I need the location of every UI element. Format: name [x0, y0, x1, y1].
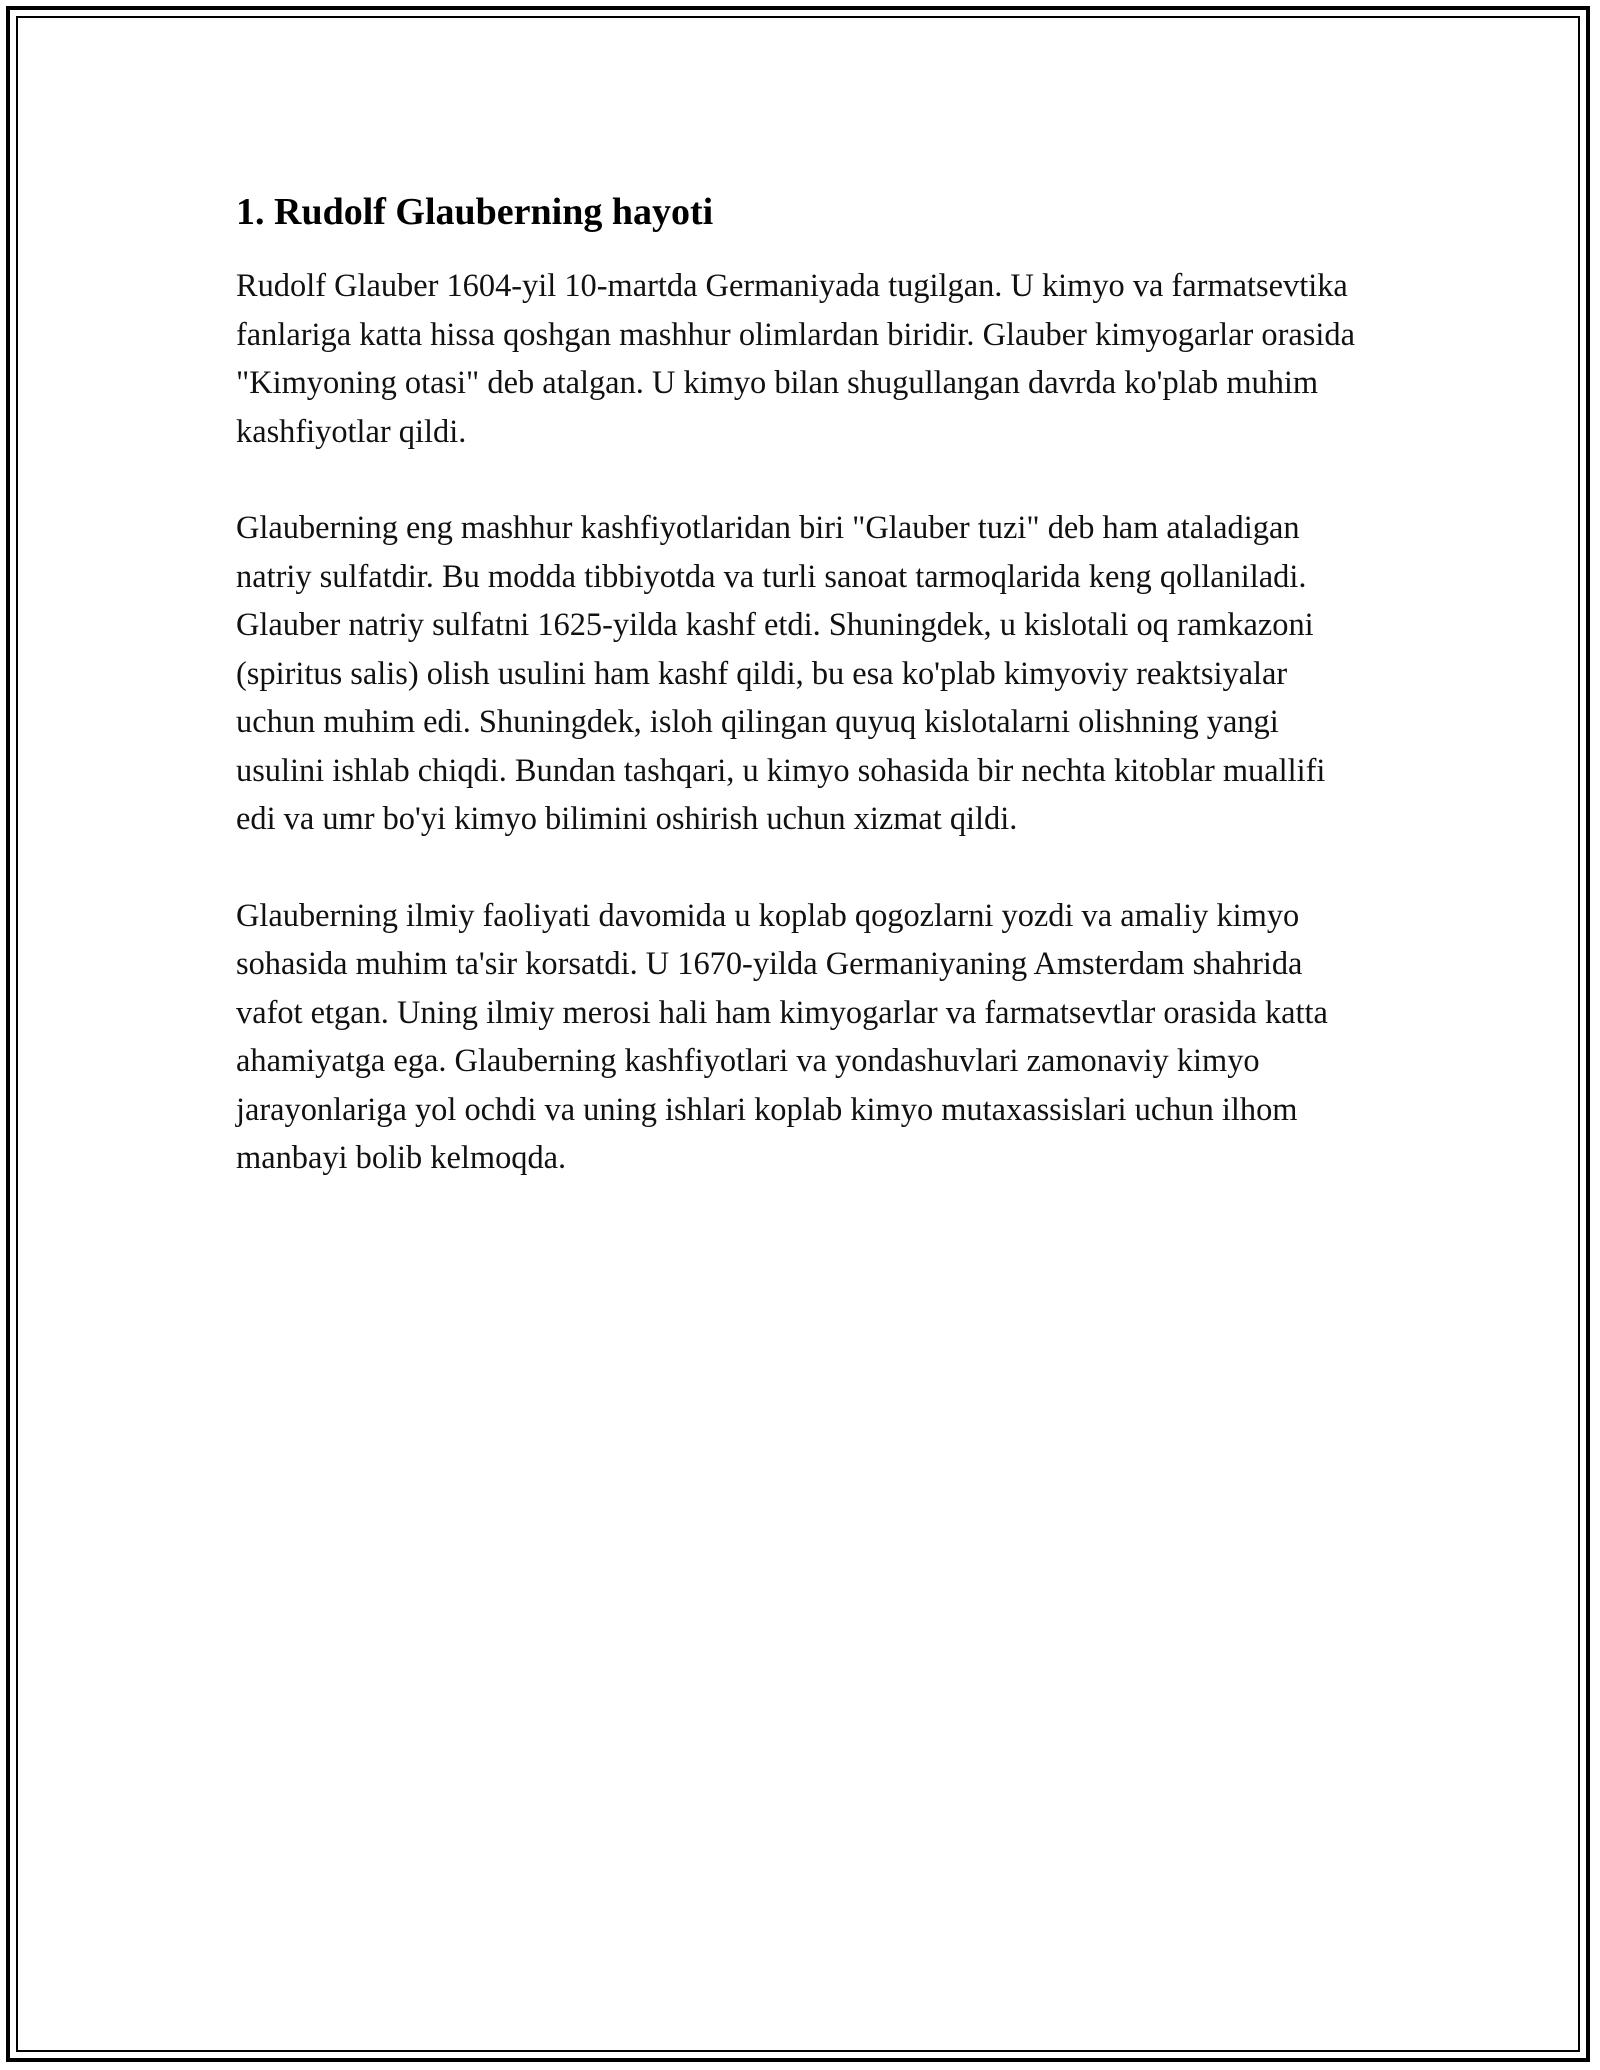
section-heading: 1. Rudolf Glauberning hayoti: [236, 191, 714, 233]
paragraph-legacy: Glauberning ilmiy faoliyati davomida u koplab qogozlarni yozdi va amaliy kimyo sohasida muhim ta'sir korsatdi. U 1670-yilda Germaniyaning Amsterdam shahrida vafot etgan. Uning ilmiy merosi hali ham kimyogarlar va farmatsevtlar orasida katta ahamiyatga ega. Glauberning kashfiyotlari va yondashuvlari zamonaviy kimyo jarayonlariga yol ochdi va uning ishlari koplab kimyo mutaxassislari uchun ilhom manbayi bolib kelmoqda.: [236, 897, 1328, 1176]
document-body: [236, 186, 1366, 1231]
paragraph-biography: Rudolf Glauber 1604-yil 10-martda Germaniyada tugilgan. U kimyo va farmatsevtika fanlariga katta hissa qoshgan mashhur olimlardan biridir. Glauber kimyogarlar orasida "Kimyoning otasi" deb atalgan. U kimyo bilan shugullangan davrda ko'plab muhim kashfiyotlar qildi.: [236, 268, 1355, 450]
paragraph-discoveries: Glauberning eng mashhur kashfiyotlaridan biri "Glauber tuzi" deb ham ataladigan natriy sulfatdir. Bu modda tibbiyotda va turli sanoat tarmoqlarida keng qollaniladi. Glauber natriy sulfatni 1625-yilda kashf etdi. Shuningdek, u kislotali oq ramkazoni (spiritus salis) olish usulini ham kashf qildi, bu esa ko'plab kimyoviy reaktsiyalar uchun muhim edi. Shuningdek, isloh qilingan quyuq kislotalarni olishning yangi usulini ishlab chiqdi. Bundan tashqari, u kimyo sohasida bir nechta kitoblar muallifi edi va umr bo'yi kimyo bilimini oshirish uchun xizmat qildi.: [236, 510, 1326, 837]
